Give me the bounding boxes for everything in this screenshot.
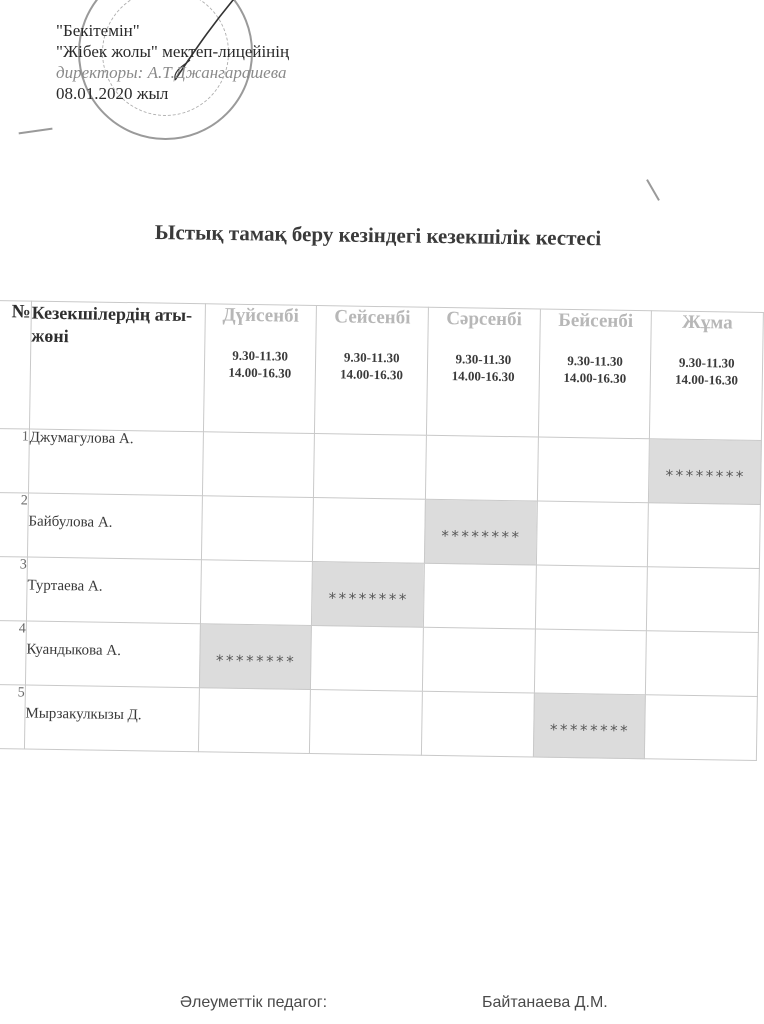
- header-day: [315, 306, 429, 436]
- day-time: 9.30-11.30 14.00-16.30: [563, 352, 627, 386]
- table-body: [0, 428, 761, 760]
- header-day: [203, 304, 317, 434]
- day-name: Жұма: [681, 311, 733, 334]
- table-row: [0, 556, 759, 632]
- row-name: Джумагулова А.: [28, 429, 203, 496]
- footer-person: Байтанаева Д.М.: [482, 994, 608, 1011]
- day-name: Сәрсенбі: [446, 308, 522, 331]
- duty-mark: ********: [664, 466, 746, 486]
- duty-cell: [311, 625, 424, 691]
- day-name: Сейсенбі: [334, 306, 411, 329]
- duty-cell: [310, 689, 423, 755]
- duty-mark: ********: [215, 651, 296, 671]
- day-time: 9.30-11.30 14.00-16.30: [339, 349, 404, 383]
- row-name: Куандыкова А.: [25, 621, 200, 688]
- duty-cell: [534, 629, 647, 695]
- duty-cell: [201, 496, 314, 562]
- duty-cell: [200, 560, 313, 626]
- approval-block: [56, 20, 289, 104]
- row-number: 5: [0, 684, 25, 749]
- row-number: 4: [0, 620, 26, 685]
- day-time: 9.30-11.30 14.00-16.30: [451, 351, 515, 385]
- approval-date: 08.01.2020 жыл: [56, 84, 169, 103]
- duty-cell-marked: [312, 562, 425, 628]
- approval-heading: "Бекітемін": [56, 21, 140, 40]
- duty-cell: [313, 498, 426, 564]
- duty-cell-marked: [533, 693, 646, 759]
- duty-cell: [647, 567, 760, 633]
- row-number: 2: [0, 492, 28, 557]
- duty-mark: ********: [440, 527, 521, 547]
- pen-stroke: [17, 120, 52, 135]
- header-day: [426, 307, 540, 437]
- table-row: [0, 492, 760, 568]
- header-number: №: [0, 301, 31, 430]
- duty-cell: [646, 631, 759, 697]
- duty-cell: [202, 432, 315, 498]
- duty-cell: [422, 627, 535, 693]
- row-name: Байбулова А.: [27, 493, 202, 560]
- row-number: 1: [0, 428, 29, 493]
- header-day: [650, 311, 764, 441]
- duty-cell: [421, 691, 534, 757]
- row-name: Туртаева А.: [26, 557, 201, 624]
- day-name: Дүйсенбі: [222, 304, 300, 327]
- duty-mark: ********: [327, 589, 409, 609]
- duty-cell: [423, 563, 536, 629]
- day-time: 9.30-11.30 14.00-16.30: [674, 354, 739, 388]
- duty-cell: [425, 435, 538, 501]
- day-time: 9.30-11.30 14.00-16.30: [228, 347, 292, 381]
- duty-cell: [536, 501, 649, 567]
- duty-mark: ********: [549, 720, 630, 741]
- approval-school: "Жібек жолы" мектеп-лицейінің: [56, 42, 290, 61]
- document-title: Ыстық тамақ беру кезіндегі кезекшілік кестесі: [154, 220, 602, 251]
- row-name: Мырзакулкызы Д.: [24, 685, 199, 752]
- duty-cell-marked: [649, 439, 762, 505]
- duty-cell: [535, 565, 648, 631]
- table-row: [0, 684, 757, 760]
- duty-schedule-table: [0, 300, 764, 761]
- row-number: 3: [0, 556, 27, 621]
- approval-director: директоры: А.Т.Джангарашева: [56, 63, 287, 82]
- duty-cell-marked: [424, 499, 537, 565]
- scan-speck: [646, 179, 660, 201]
- duty-cell: [645, 695, 758, 761]
- day-name: Бейсенбі: [558, 309, 634, 333]
- duty-cell: [314, 434, 427, 500]
- header-day: [538, 309, 652, 439]
- duty-cell: [537, 437, 650, 503]
- footer-role: Әлеуметтік педагог:: [180, 994, 328, 1011]
- table-row: [0, 428, 761, 504]
- duty-cell-marked: [199, 624, 312, 690]
- table-header-row: [0, 301, 763, 441]
- duty-cell: [198, 688, 311, 754]
- table-row: [0, 620, 758, 696]
- header-name: Кезекшілердің аты-жөні: [29, 301, 205, 432]
- duty-table-wrapper: [0, 300, 764, 761]
- duty-cell: [648, 503, 761, 569]
